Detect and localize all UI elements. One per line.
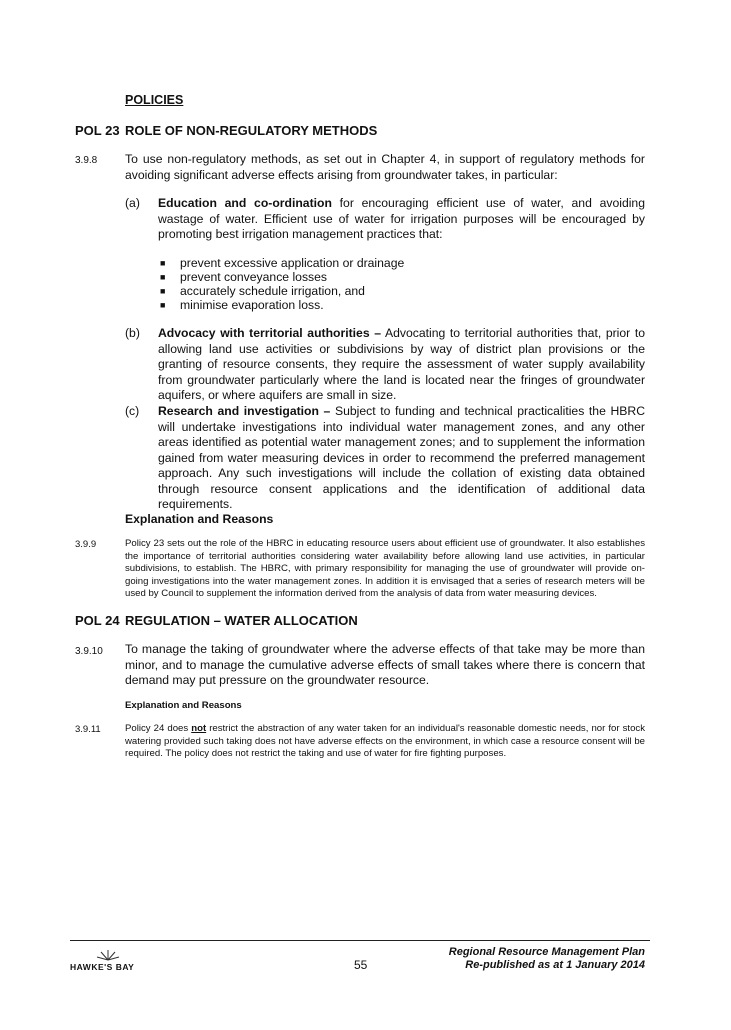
list-item: ■ prevent conveyance losses [160, 270, 328, 284]
bullet-icon: ■ [160, 272, 166, 282]
para-number-3-9-9: 3.9.9 [75, 539, 97, 550]
para-3-9-10: To manage the taking of groundwater where the adverse effects of that take may be more than minor, and to manage the cumulative adverse effects of small takes where there is concern that demand may put pressure on the groundwater resource. [125, 642, 645, 687]
policies-heading: POLICIES [125, 93, 184, 107]
pol24-label: POL 24 [75, 613, 120, 628]
para-number-3-9-10: 3.9.10 [75, 646, 103, 657]
list-item: ■ minimise evaporation loss. [160, 298, 324, 312]
page-number: 55 [354, 958, 368, 972]
footer-plan-title: Regional Resource Management Plan [448, 946, 645, 958]
pol23-explanation-heading: Explanation and Reasons [125, 512, 274, 526]
item-a-bullet-list [160, 256, 560, 312]
logo-text: HAWKE'S BAY [70, 962, 135, 972]
para-number-3-9-11: 3.9.11 [75, 724, 101, 735]
item-b [158, 326, 645, 404]
para-3-9-8: To use non-regulatory methods, as set out in Chapter 4, in support of regulatory methods for avoiding significant adverse effects arising from groundwater takes, in particular: [125, 152, 645, 182]
list-item: ■ prevent excessive application or drainage [160, 256, 405, 270]
not-emphasis: not [191, 723, 207, 734]
item-a-lead: Education and co-ordination [158, 196, 332, 210]
item-b-marker: (b) [125, 326, 140, 340]
para-3-9-9: Policy 23 sets out the role of the HBRC in educating resource users about efficient use of groundwater. It also establishes the importance of territorial authorities considering water availability before allowing land use activities, in particular subdivisions, to establish. The HBRC, with primary responsibility for managing the use of groundwater will provide on-going investigations into the water management zones. In addition it is envisaged that a series of research meters will be used by Council to supplement the information derived from the analysis of data from water measuring devices. [125, 538, 645, 599]
para-3-9-11: Policy 24 does not restrict the abstraction of any water taken for an individual's reasonable domestic needs, nor for stock watering provided such taking does not have adverse effects on the environment, in which case a resource consent will be required. The policy does not restrict the taking and use of water for fire fighting purposes. [125, 723, 645, 759]
item-b-text: Advocating to territorial authorities that, prior to allowing land use activities or subdivisions by way of district plan provisions or the granting of resource consents, they require the assessment of water supply availability from groundwater particularly where the land is located near the fringes of groundwater aquifers, or where aquifers are small in size. [158, 326, 646, 402]
item-c-text: Subject to funding and technical practicalities the HBRC will undertake investigations into individual water management zones, and any other areas identified as potential water management zones; and to supplement the information gained from water measuring devices in order to recommend the preferred management approach. Any such investigations will include the collation of existing data obtained through resource consent applications and the identification of additional data requirements. [158, 404, 645, 511]
item-c [158, 404, 645, 513]
bullet-icon: ■ [160, 300, 166, 310]
footer-republished: Re-published as at 1 January 2014 [465, 959, 645, 971]
pol23-label: POL 23 [75, 123, 120, 138]
item-b-lead: Advocacy with territorial authorities – [158, 326, 381, 340]
bullet-icon: ■ [160, 258, 166, 268]
item-c-lead: Research and investigation – [158, 404, 331, 418]
item-c-marker: (c) [125, 404, 140, 418]
item-a-text: for encouraging efficient use of water, and avoiding wastage of water. Efficient use of water for irrigation purposes will be encouraged by promoting best irrigation management practices that: [158, 196, 645, 241]
list-item: ■ accurately schedule irrigation, and [160, 284, 365, 298]
footer-rule [70, 940, 650, 941]
item-a [158, 196, 645, 243]
pol24-explanation-heading: Explanation and Reasons [125, 700, 242, 711]
bullet-icon: ■ [160, 286, 166, 296]
pol24-title: REGULATION – WATER ALLOCATION [125, 613, 358, 628]
item-a-marker: (a) [125, 196, 140, 210]
pol23-title: ROLE OF NON-REGULATORY METHODS [125, 123, 378, 138]
para-number-3-9-8: 3.9.8 [75, 155, 98, 166]
